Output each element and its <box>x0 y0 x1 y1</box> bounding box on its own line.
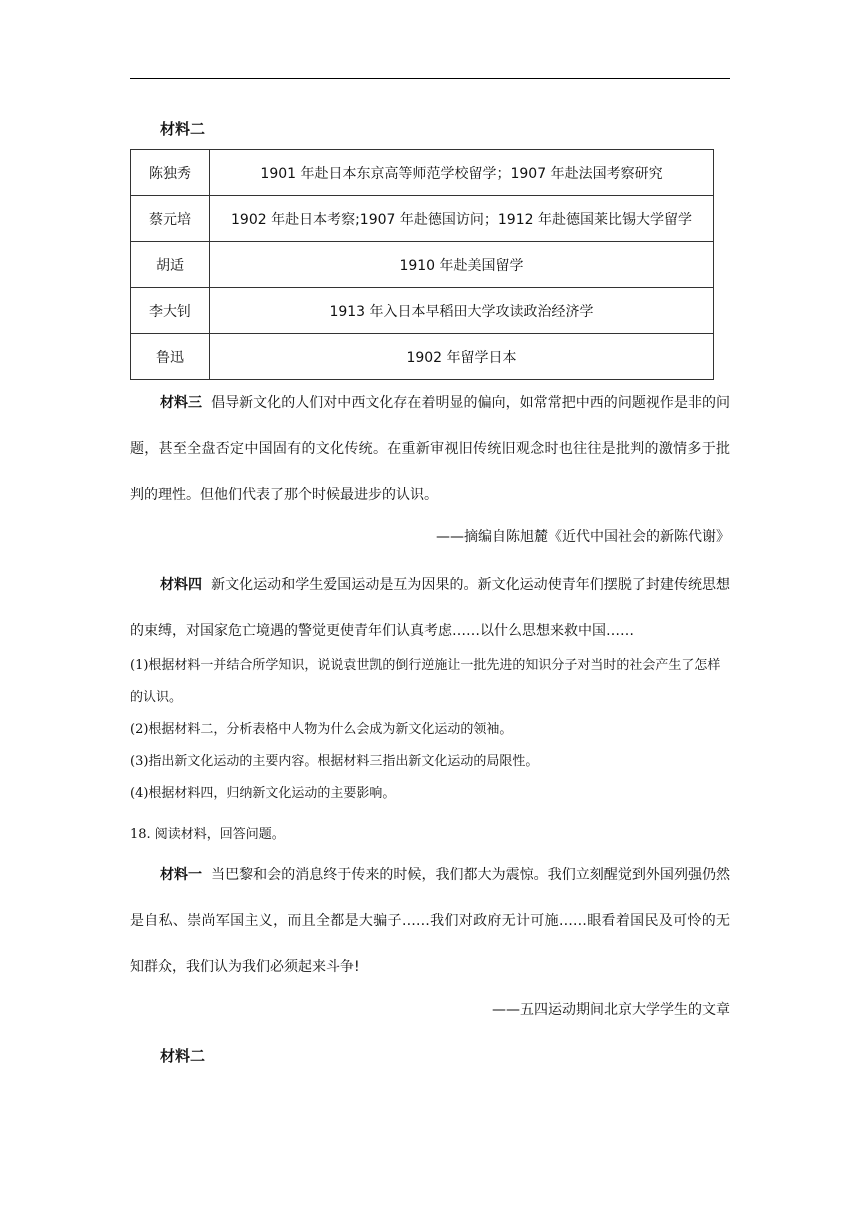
q18-material-one-citation: ——五四运动期间北京大学学生的文章 <box>492 1002 730 1018</box>
person-name-cell: 胡适 <box>131 242 210 288</box>
table-row <box>131 196 714 242</box>
experience-cell: 1910 年赴美国留学 <box>210 242 714 288</box>
question-item: (4)根据材料四，归纳新文化运动的主要影响。 <box>130 786 396 801</box>
material-four-text: 新文化运动和学生爱国运动是互为因果的。新文化运动使青年们摆脱了封建传统思想的束缚，对国家危亡境遇的警觉更使青年们认真考虑……以什么思想来救中国…… <box>130 577 731 639</box>
material-three-text: 倡导新文化的人们对中西文化存在着明显的偏向，如常常把中西的问题视作是非的问题，甚至全盘否定中国固有的文化传统。在重新审视旧传统旧观念时也往往是批判的激情多于批判的理性。但他们代表了那个时候最进步的认识。 <box>130 395 731 503</box>
person-name-cell: 陈独秀 <box>131 150 210 196</box>
q18-material-one-text: 当巴黎和会的消息终于传来的时候，我们都大为震惊。我们立刻醒觉到外国列强仍然是自私、崇尚军国主义，而且全都是大骗子……我们对政府无计可施……眼看着国民及可怜的无知群众，我们认为我们必须起来斗争! <box>130 867 731 975</box>
material-three-citation: ——摘编自陈旭麓《近代中国社会的新陈代谢》 <box>436 529 730 545</box>
leaders-table <box>130 149 714 380</box>
material-three-paragraph <box>130 380 730 518</box>
question-18-title: 18. 阅读材料，回答问题。 <box>130 827 285 842</box>
question-item: (1)根据材料一并结合所学知识，说说袁世凯的倒行逆施让一批先进的知识分子对当时的社会产生了怎样的认识。 <box>130 658 721 705</box>
question-list <box>130 650 730 810</box>
q18-material-one-label: 材料一 <box>160 867 203 883</box>
person-name-cell: 鲁迅 <box>131 334 210 380</box>
table-row <box>131 288 714 334</box>
person-name-cell: 李大钊 <box>131 288 210 334</box>
question-item: (3)指出新文化运动的主要内容。根据材料三指出新文化运动的局限性。 <box>130 754 539 769</box>
experience-cell: 1901 年赴日本东京高等师范学校留学；1907 年赴法国考察研究 <box>210 150 714 196</box>
material-three-label: 材料三 <box>160 395 203 411</box>
question-item: (2)根据材料二，分析表格中人物为什么会成为新文化运动的领袖。 <box>130 722 513 737</box>
q18-material-one-paragraph <box>130 852 730 990</box>
q18-material-two-heading: 材料二 <box>160 1047 206 1065</box>
experience-cell: 1902 年赴日本考察;1907 年赴德国访问；1912 年赴德国莱比锡大学留学 <box>210 196 714 242</box>
table-row <box>131 242 714 288</box>
material-four-paragraph <box>130 562 730 654</box>
material-two-heading: 材料二 <box>160 120 206 138</box>
table-row <box>131 150 714 196</box>
header-rule <box>130 78 730 79</box>
experience-cell: 1902 年留学日本 <box>210 334 714 380</box>
material-four-label: 材料四 <box>160 577 203 593</box>
person-name-cell: 蔡元培 <box>131 196 210 242</box>
table-row <box>131 334 714 380</box>
experience-cell: 1913 年入日本早稻田大学攻读政治经济学 <box>210 288 714 334</box>
